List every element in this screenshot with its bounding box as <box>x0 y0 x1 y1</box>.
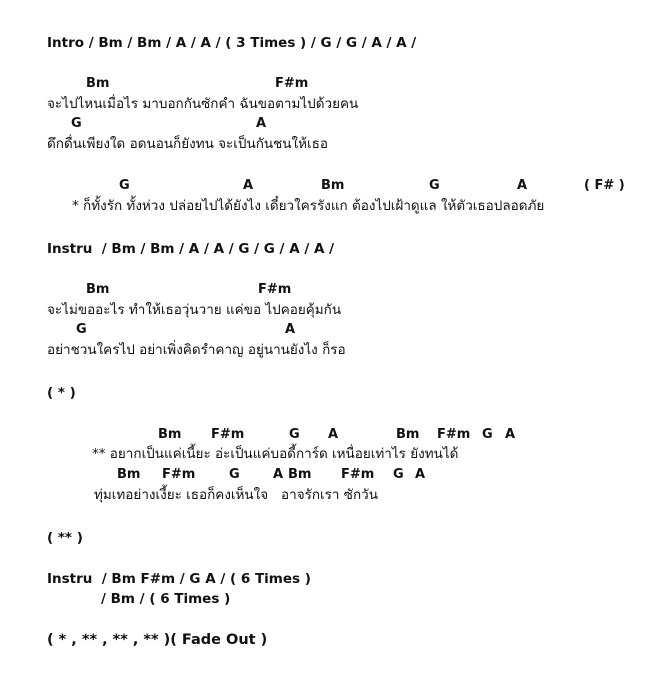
chord-symbol: A <box>273 467 284 482</box>
chord-symbol: F#m <box>162 467 196 482</box>
chord-symbol: A <box>256 116 267 131</box>
instru1-line <box>47 241 334 257</box>
instru1-label: Instru <box>47 241 93 257</box>
chord-symbol: Bm <box>288 467 312 482</box>
chord-symbol: G <box>76 322 87 337</box>
chord-symbol: F#m <box>275 76 309 91</box>
chord-symbol: A <box>285 322 296 337</box>
intro-progression: / Bm / Bm / A / A / ( 3 Times ) / G / G / A / A / <box>84 35 417 51</box>
chord-symbol: A <box>517 178 528 193</box>
chord-symbol: F#m <box>437 427 471 442</box>
chord-symbol: A <box>328 427 339 442</box>
chord-symbol: Bm <box>321 178 345 193</box>
intro-label: Intro <box>47 35 85 51</box>
chorus2-line1-lyric: ** อยากเป็นแค่เนี้ยะ อ่ะเป็นแค่บอดี้การ์ด เหนื่อยเท่าไร ยังทนได้ <box>92 446 459 462</box>
chord-symbol: F#m <box>211 427 245 442</box>
instru2-progression1: / Bm F#m / G A / ( 6 Times ) <box>92 571 311 587</box>
verse2-line1-lyric: จะไม่ขออะไร ทำให้เธอวุ่นวาย แค่ขอ ไปคอยคุ้มกัน <box>47 302 342 318</box>
verse1-line2-lyric: ดึกดื่นเพียงใด อดนอนก็ยังทน จะเป็นกันชนให้เธอ <box>47 136 328 152</box>
intro-line <box>47 35 416 51</box>
instru2-line2: / Bm / ( 6 Times ) <box>101 591 231 607</box>
chord-symbol: G <box>289 427 300 442</box>
chorus1-lyric: * ก็ทั้งรัก ทั้งห่วง ปล่อยไปได้ยังไง เดี๋ยวใครรังแก ต้องไปเฝ้าดูแล ให้ตัวเธอปลอดภัย <box>72 198 545 214</box>
chord-symbol: Bm <box>86 282 110 297</box>
repeat-chorus2: ( ** ) <box>47 530 83 546</box>
chord-symbol: Bm <box>396 427 420 442</box>
chord-symbol: F#m <box>341 467 375 482</box>
chorus2-line2-lyric: ทุ่มเทอย่างเงี้ยะ เธอก็คงเห็นใจ อาจรักเรา ซักวัน <box>94 487 378 503</box>
chord-symbol: G <box>482 427 493 442</box>
chord-symbol: F#m <box>258 282 292 297</box>
chord-symbol: A <box>243 178 254 193</box>
chord-symbol: G <box>71 116 82 131</box>
chord-symbol: Bm <box>86 76 110 91</box>
chord-symbol: G <box>119 178 130 193</box>
instru1-progression: / Bm / Bm / A / A / G / G / A / A / <box>92 241 335 257</box>
chord-symbol: G <box>393 467 404 482</box>
chord-symbol: ( F# ) <box>584 178 625 193</box>
instru2-label: Instru <box>47 571 93 587</box>
chord-symbol: A <box>505 427 516 442</box>
verse1-line1-lyric: จะไปไหนเมื่อไร มาบอกกันซักคำ ฉันขอตามไปด้วยคน <box>47 96 359 112</box>
instru2-line1 <box>47 571 311 587</box>
chord-symbol: Bm <box>158 427 182 442</box>
chord-symbol: G <box>429 178 440 193</box>
chord-symbol: Bm <box>117 467 141 482</box>
chord-symbol: G <box>229 467 240 482</box>
chord-symbol: A <box>415 467 426 482</box>
repeat-chorus1: ( * ) <box>47 385 76 401</box>
verse2-line2-lyric: อย่าชวนใครไป อย่าเพิ่งคิดรำคาญ อยู่นานยังไง ก็รอ <box>47 342 346 358</box>
outro-line: ( * , ** , ** , ** )( Fade Out ) <box>47 632 268 648</box>
